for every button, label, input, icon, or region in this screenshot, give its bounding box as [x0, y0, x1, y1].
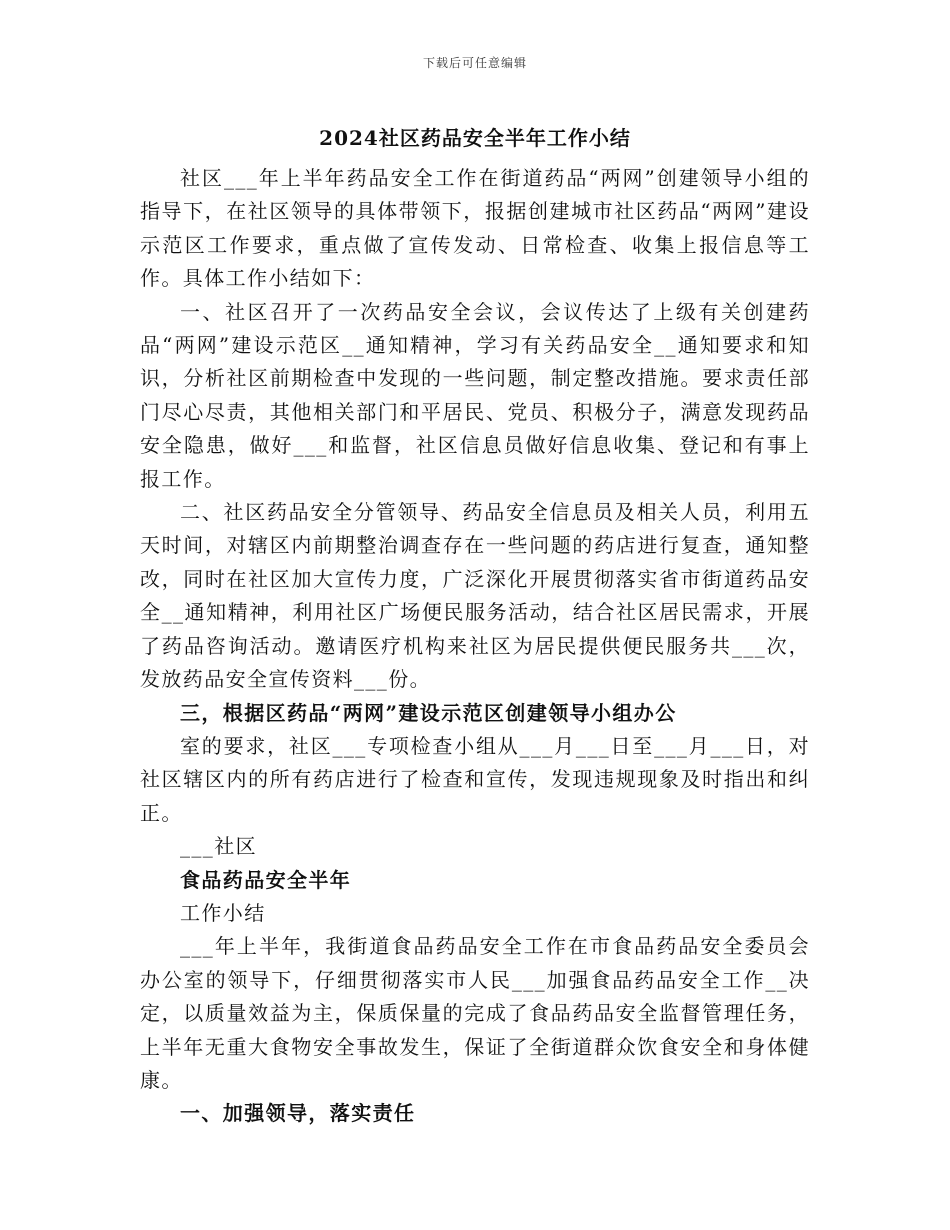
paragraph-intro: 社区___年上半年药品安全工作在街道药品“两网”创建领导小组的指导下，在社区领导的具体带领下，报据创建城市社区药品“两网”建设示范区工作要求，重点做了宣传发动、日常检查、收集上报信息等工作。具体工作小结如下：: [140, 166, 810, 291]
paragraph-item-three-heading: 三，根据区药品“两网”建设示范区创建领导小组办公: [180, 700, 677, 725]
section-heading-food-drug: 食品药品安全半年: [180, 867, 352, 892]
paragraph-item-three-body: 室的要求，社区___专项检查小组从___月___日至___月___日，对社区辖区内的所有药店进行了检查和宣传，发现违规现象及时指出和纠正。: [140, 733, 810, 825]
paragraph-item-one: 一、社区召开了一次药品安全会议，会议传达了上级有关创建药品“两网”建设示范区__通知精神，学习有关药品安全__通知要求和知识，分析社区前期检查中发现的一些问题，制定整改措施。要求责任部门尽心尽责，其他相关部门和平居民、党员、积极分子，满意发现药品安全隐患，做好___和监督，社区信息员做好信息收集、登记和有事上报工作。: [140, 299, 810, 491]
paragraph-item-two: 二、社区药品安全分管领导、药品安全信息员及相关人员，利用五天时间，对辖区内前期整治调查存在一些问题的药店进行复查，通知整改，同时在社区加大宣传力度，广泛深化开展贯彻落实省市街道药品安全__通知精神，利用社区广场便民服务活动，结合社区居民需求，开展了药品咨询活动。邀请医疗机构来社区为居民提供便民服务共___次，发放药品安全宣传资料___份。: [140, 500, 810, 692]
document-title: 2024社区药品安全半年工作小结: [319, 126, 631, 150]
section-subheading-summary: 工作小结: [180, 900, 266, 925]
page-header-note: 下载后可任意编辑: [422, 56, 527, 70]
section-heading-leadership: 一、加强领导，落实责任: [180, 1101, 416, 1126]
document-body: [140, 162, 810, 1131]
paragraph-food-drug-intro: ___年上半年，我街道食品药品安全工作在市食品药品安全委员会办公室的领导下，仔细贯彻落实市人民___加强食品药品安全工作__决定，以质量效益为主，保质保量的完成了食品药品安全监督管理任务，上半年无重大食物安全事故发生，保证了全街道群众饮食安全和身体健康。: [140, 934, 810, 1092]
signature-community: ___社区: [180, 834, 257, 859]
